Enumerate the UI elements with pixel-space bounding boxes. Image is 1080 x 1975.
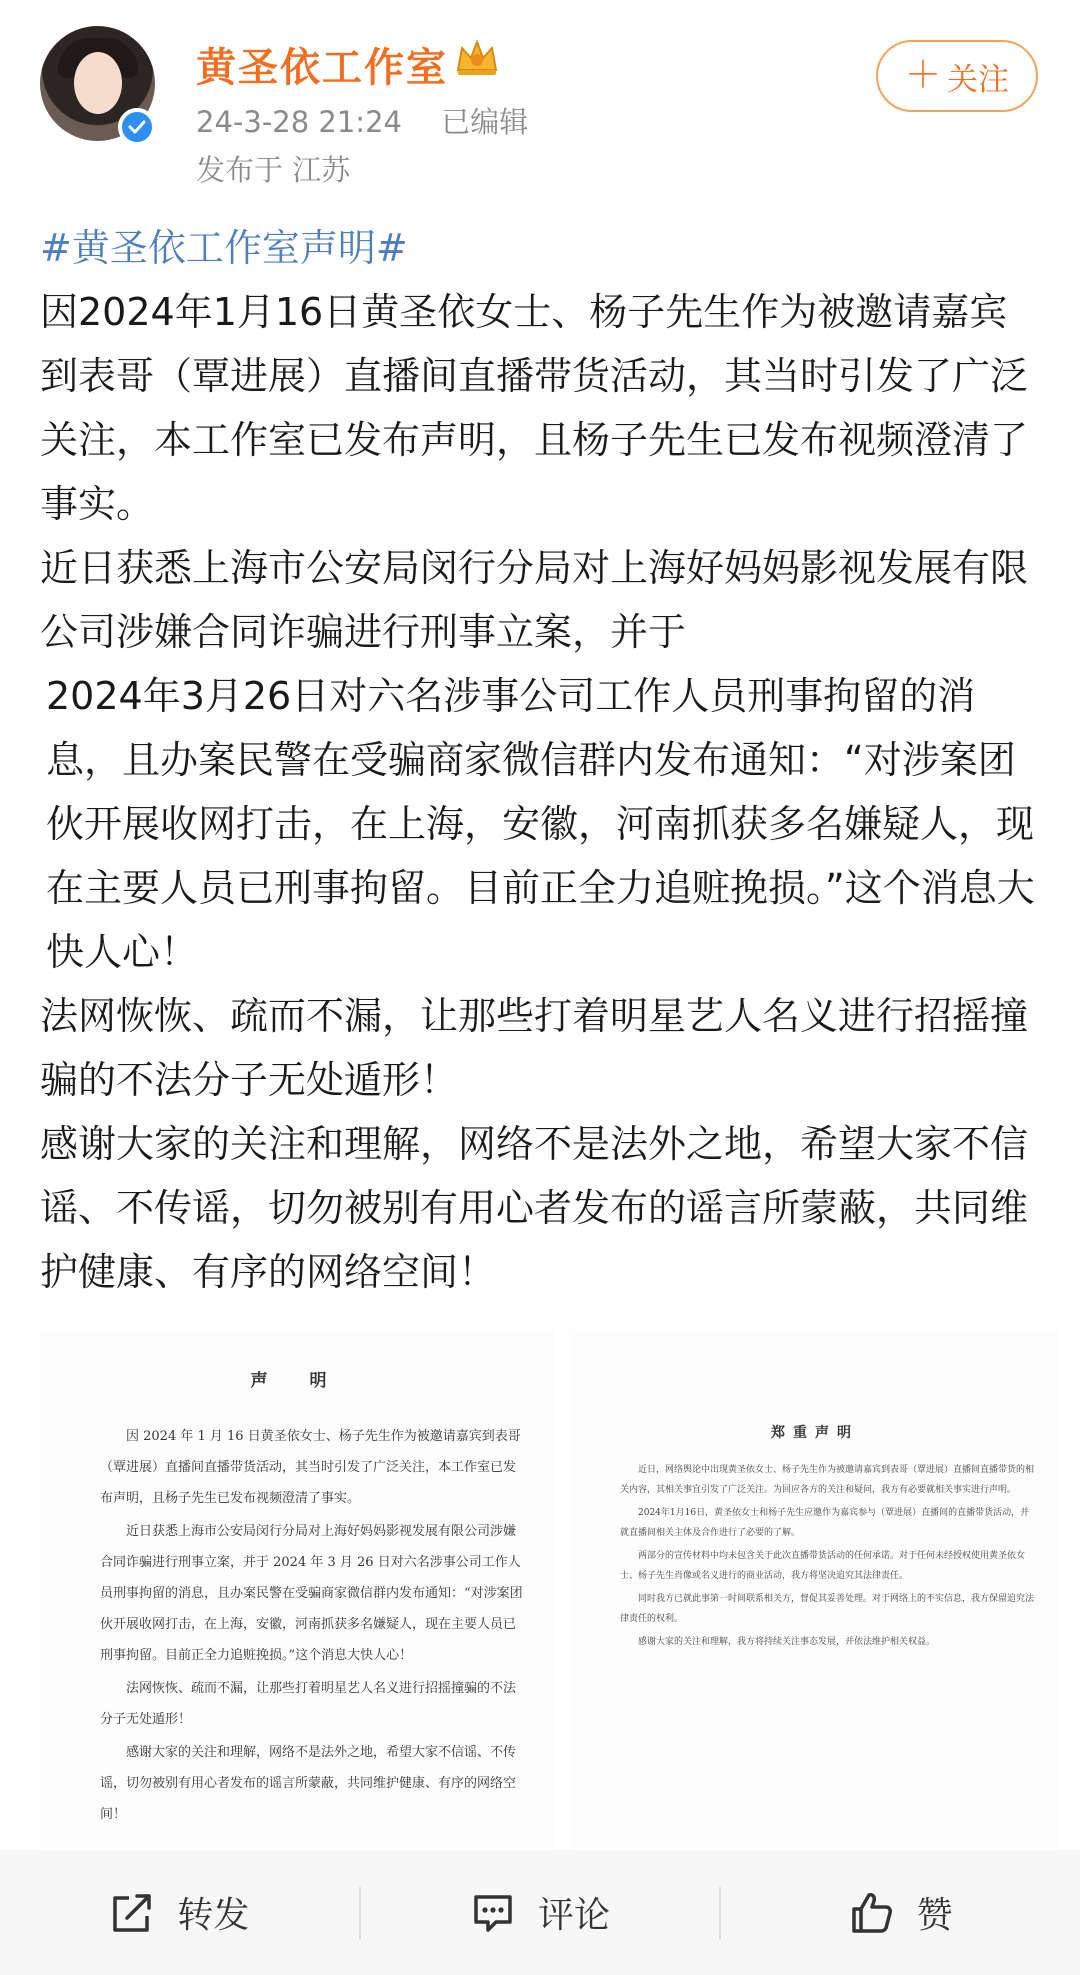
statement-title: 郑重声明 bbox=[771, 1425, 859, 1441]
post-paragraph-1: 因2024年1月16日黄圣依女士、杨子先生作为被邀请嘉宾到表哥（覃进展）直播间直播带货活动，其当时引发了广泛关注，本工作室已发布声明，且杨子先生已发布视频澄清了事实。 bbox=[40, 290, 1029, 526]
statement-paragraph: 感谢大家的关注和理解，网络不是法外之地，希望大家不信谣、不传谣，切勿被别有用心者发布的谣言所蒙蔽，共同维护健康、有序的网络空间！ bbox=[100, 1745, 517, 1822]
post-header bbox=[0, 0, 1080, 200]
statement-paragraph: 法网恢恢、疏而不漏，让那些打着明星艺人名义进行招摇撞骗的不法分子无处遁形！ bbox=[100, 1681, 517, 1727]
statement-paragraph: 因 2024 年 1 月 16 日黄圣依女士、杨子先生作为被邀请嘉宾到表哥（覃进展）直播间直播带货活动，其当时引发了广泛关注，本工作室已发布声明，且杨子先生已发布视频澄清了事实。 bbox=[100, 1429, 521, 1506]
post-paragraph-3: 2024年3月26日对六名涉事公司工作人员刑事拘留的消息，且办案民警在受骗商家微信群内发布通知：“对涉案团伙开展收网打击，在上海，安徽，河南抓获多名嫌疑人，现在主要人员已刑事拘留。目前正全力追赃挽损。”这个消息大快人心！ bbox=[46, 674, 1035, 974]
thumbs-up-icon bbox=[849, 1891, 895, 1935]
comment-icon bbox=[470, 1892, 516, 1934]
post-meta bbox=[196, 100, 528, 141]
statement-image-2[interactable] bbox=[570, 1330, 1060, 1850]
statement-paragraph: 2024年1月16日，黄圣依女士和杨子先生应邀作为嘉宾参与（覃进展）直播间的直播带货活动，并就直播间相关主体及合作进行了必要的了解。 bbox=[620, 1508, 1030, 1538]
statement-title: 声 明 bbox=[250, 1371, 345, 1391]
verified-icon bbox=[118, 108, 156, 146]
author-name[interactable]: 黄圣依工作室 bbox=[196, 45, 448, 91]
edited-label[interactable]: 已编辑 bbox=[441, 105, 529, 139]
statement-paragraph: 感谢大家的关注和理解，我方将持续关注事态发展，并依法维护相关权益。 bbox=[638, 1637, 936, 1647]
statement-image-1[interactable] bbox=[40, 1330, 555, 1850]
post-paragraph-5: 感谢大家的关注和理解，网络不是法外之地，希望大家不信谣、不传谣，切勿被别有用心者发布的谣言所蒙蔽，共同维护健康、有序的网络空间！ bbox=[40, 1122, 1029, 1294]
action-bar bbox=[0, 1850, 1080, 1975]
post-paragraph-4: 法网恢恢、疏而不漏，让那些打着明星艺人名义进行招摇撞骗的不法分子无处遁形！ bbox=[40, 994, 1029, 1102]
follow-label: 关注 bbox=[947, 61, 1009, 98]
statement-body bbox=[570, 1442, 1060, 1652]
attached-images bbox=[0, 1330, 1080, 1850]
post-body bbox=[40, 216, 1040, 1304]
hashtag-link[interactable]: #黄圣依工作室声明# bbox=[40, 226, 408, 270]
plus-icon: ＋ bbox=[904, 55, 941, 96]
statement-body bbox=[40, 1391, 555, 1830]
statement-paragraph: 近日获悉上海市公安局闵行分局对上海好妈妈影视发展有限公司涉嫌合同诈骗进行刑事立案，并于 2024 年 3 月 26 日对六名涉事公司工作人员刑事拘留的消息，且办案民警在受骗商家微信群内发布通知：“对涉案团伙开展收网打击，在上海，安徽，河南抓获多名嫌疑人，现在主要人员已刑事拘留。目前正全力追赃挽损。”这个消息大快人心！ bbox=[100, 1524, 523, 1663]
post-paragraph-2: 近日获悉上海市公安局闵行分局对上海好妈妈影视发展有限公司涉嫌合同诈骗进行刑事立案，并于 bbox=[40, 546, 1029, 654]
repost-label: 转发 bbox=[177, 1895, 250, 1936]
post-location: 发布于 江苏 bbox=[196, 153, 351, 187]
like-button[interactable] bbox=[721, 1873, 1080, 1953]
statement-paragraph: 两部分的宣传材料中均未包含关于此次直播带货活动的任何承诺。对于任何未经授权使用黄圣依女士、杨子先生肖像或名义进行的商业活动，我方将坚决追究其法律责任。 bbox=[620, 1551, 1026, 1581]
crown-vip-icon bbox=[452, 38, 502, 78]
post-datetime: 24-3-28 21:24 bbox=[196, 105, 402, 139]
like-label: 赞 bbox=[916, 1895, 953, 1936]
repost-button[interactable] bbox=[0, 1873, 359, 1953]
repost-icon bbox=[109, 1892, 155, 1934]
statement-paragraph: 近日，网络舆论中出现黄圣依女士、杨子先生作为被邀请嘉宾到表哥（覃进展）直播间直播带货的相关内容，其相关事宜引发了广泛关注。为回应各方的关注和疑问，我方有必要就相关事实进行声明。 bbox=[620, 1465, 1035, 1495]
follow-button[interactable] bbox=[876, 40, 1038, 112]
comment-button[interactable] bbox=[361, 1873, 720, 1953]
comment-label: 评论 bbox=[538, 1895, 611, 1936]
statement-paragraph: 同时我方已就此事第一时间联系相关方，督促其妥善处理。对于网络上的不实信息，我方保留追究法律责任的权利。 bbox=[620, 1594, 1035, 1624]
avatar-face bbox=[74, 52, 122, 114]
